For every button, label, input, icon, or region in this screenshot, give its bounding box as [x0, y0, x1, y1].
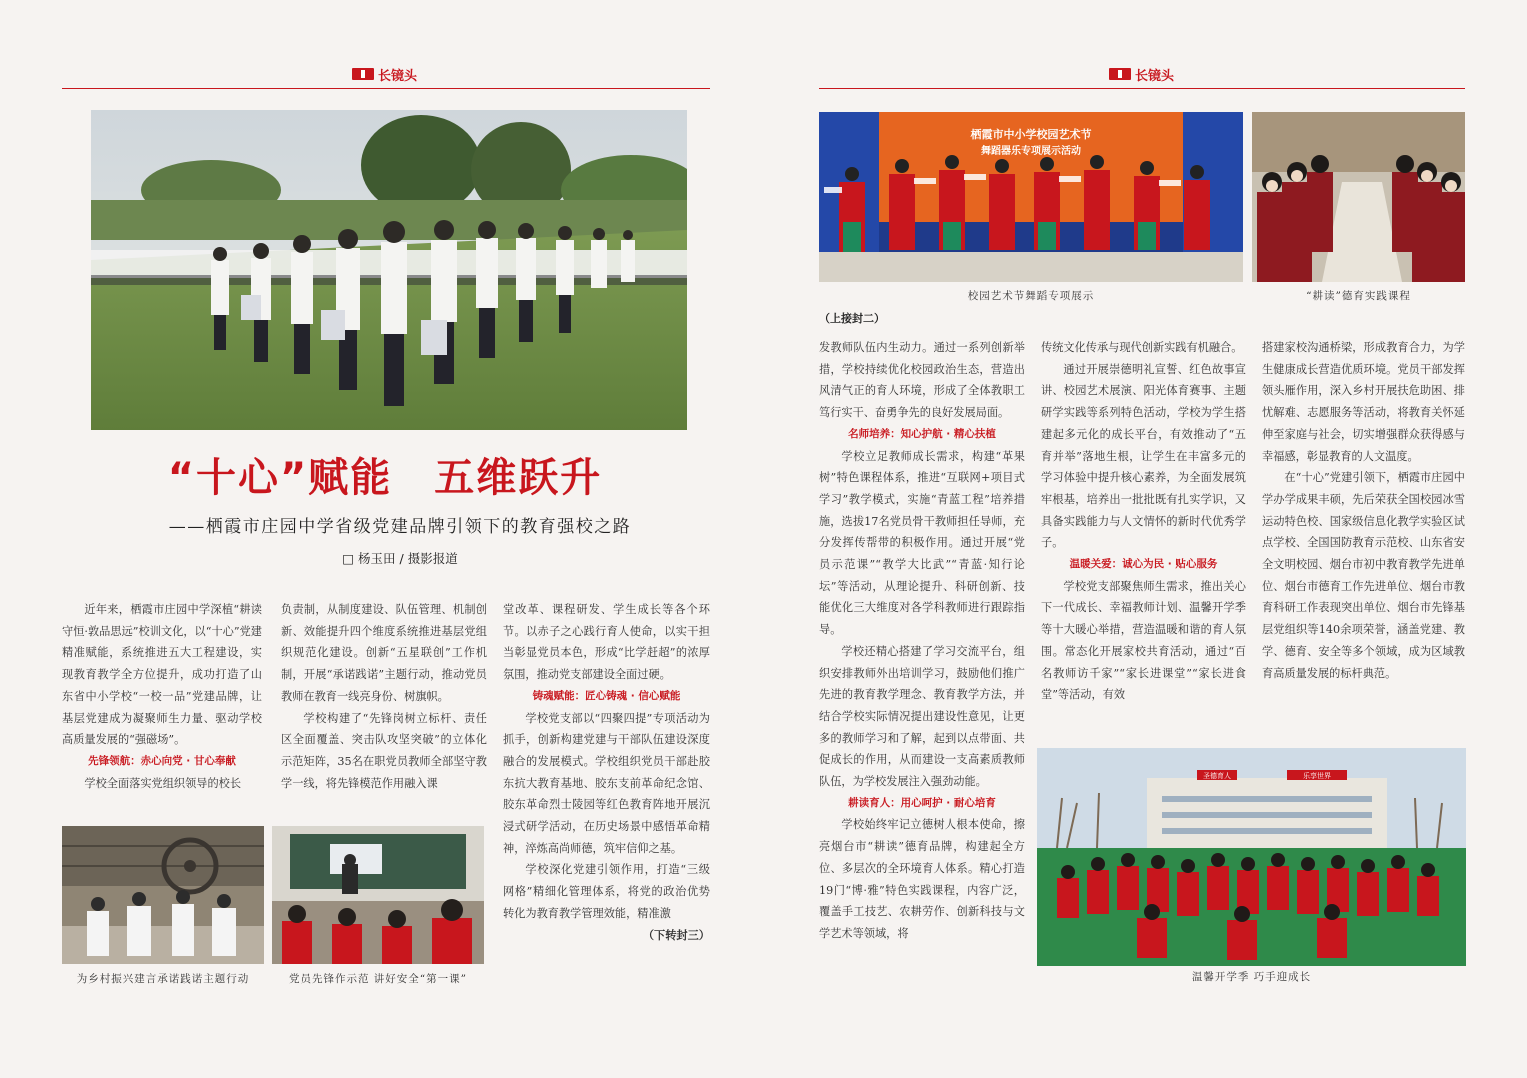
- photo-caption: 为乡村振兴建言承诺践诺主题行动: [76, 973, 250, 985]
- building-sign-1: 圣德育人: [1203, 772, 1231, 780]
- paragraph: 学校始终牢记立德树人根本使命，擦亮烟台市“耕读”德育品牌，构建起全方位、多层次的全环境育人体系。精心打造19门“博·雅”特色实践课程，内容广泛，覆盖手工技艺、农耕劳作、创新科技与文学艺术等领域，将: [819, 818, 1025, 940]
- paragraph: 负责制，从制度建设、队伍管理、机制创新、效能提升四个维度系统推进基层党组织规范化建设。创新“五星联创”工作机制，开展“承诺践诺”主题行动，推动党员教师在教育一线亮身份、树旗帜。: [281, 603, 487, 703]
- section-subheading: 耕读育人：用心呵护 · 耐心培育: [848, 796, 996, 809]
- book-icon: [352, 68, 374, 80]
- paragraph: 学校党支部聚焦师生需求，推出关心下一代成长、幸福教师计划、温馨开学季等十大暖心举措，营造温暖和谐的育人氛围。常态化开展家校共育活动，通过“百名教师访千家”“家长进课堂”“家长进食堂”等活动，有效: [1041, 579, 1246, 702]
- building-sign-2: 乐享世界: [1303, 772, 1331, 780]
- paragraph: 堂改革、课程研发、学生成长等各个环节。以赤子之心践行育人使命，以实干担当彰显党员本色，形成“比学赶超”的浓厚氛围，推动党支部建设全面过硬。: [503, 603, 710, 682]
- paragraph: 学校立足教师成长需求，构建“革果树”特色课程体系，推进“互联网+项目式学习”教学模式，实施“青蓝工程”培养措施，选拔17名党员骨干教师担任导师，充分发挥传帮带的积极作用。通过开展“党员示范课”“教学大比武”“青蓝·知行论坛”等活动，从理论提升、科研创新、技能优化三大维度对各学科教师进行跟踪指导。: [819, 449, 1025, 637]
- students-saluting-photo: [91, 110, 687, 430]
- header-rule: [62, 88, 710, 89]
- photo-caption: 校园艺术节舞蹈专项展示: [967, 290, 1095, 302]
- paragraph: 学校还精心搭建了学习交流平台，组织安排教师外出培训学习，鼓励他们推广先进的教育教学理念、教育教学方法，并结合学校实际情况提出建设性意见，让更多的教师学习和了解，起到以点带面、共促成长的作用，从而建设一支高素质教师队伍，为学校发展注入强劲动能。: [819, 644, 1025, 789]
- left-page: [0, 0, 763, 1078]
- students-handcraft-photo: [1252, 112, 1465, 282]
- photo-caption: 党员先锋作示范 讲好安全“第一课”: [288, 973, 468, 985]
- stage-banner-line-1: 栖霞市中小学校园艺术节: [970, 128, 1092, 141]
- book-icon: [1109, 68, 1131, 80]
- section-header: [1109, 64, 1174, 84]
- stage-banner-line-2: 舞蹈器乐专项展示活动: [981, 146, 1081, 157]
- photo-caption: 温馨开学季 巧手迎成长: [1191, 971, 1312, 983]
- paragraph: 学校全面落实党组织领导的校长: [84, 776, 242, 790]
- right-column-3: [1262, 337, 1465, 684]
- paragraph: 学校党支部以“四聚四提”专项活动为抓手，创新构建党建与干部队伍建设深度融合的发展模式。学校组织党员干部赴胶东抗大教育基地、胶东支前革命纪念馆、胶东革命烈士陵园等红色教育阵地开展沉浸式研学活动，在历史场景中感悟革命精神，淬炼高尚师德，筑牢信仰之基。: [503, 711, 710, 855]
- section-subheading: 温暖关爱：诚心为民 · 贴心服务: [1069, 558, 1218, 571]
- header-rule: [819, 88, 1465, 89]
- article-title: “十心”赋能 五维跃升: [167, 455, 603, 501]
- section-header: [352, 64, 417, 84]
- left-column-3: [503, 599, 710, 946]
- paragraph: 通过开展崇德明礼宣誓、红色故事宣讲、校园艺术展演、阳光体育赛事、主题研学实践等系列特色活动，学校为学生搭建起多元化的成长平台，有效推动了“五育并举”落地生根，让学生在丰富多元的学习体验中提升核心素养，为全面发展筑牢根基，培养出一批批既有扎实学识，又具备实践能力与人文情怀的新时代优秀学子。: [1041, 362, 1246, 550]
- left-column-1: [62, 599, 262, 794]
- right-page: [764, 0, 1527, 1078]
- left-column-2: [281, 599, 487, 794]
- volunteers-outdoor-photo: [62, 826, 264, 964]
- section-label: 长镜头: [1135, 68, 1175, 84]
- paragraph: 近年来，栖霞市庄园中学深植“耕读守恒·敦品思远”校训文化，以“十心”党建精准赋能，系统推进五大工程建设，实现教育教学全方位提升，成功打造了山东省中小学校“一校一品”党建品牌，让基层党建成为凝聚师生力量、驱动学校高质量发展的“强磁场”。: [62, 603, 262, 747]
- students-group-schoolyard-photo: [1037, 748, 1466, 966]
- paragraph: 发教师队伍内生动力。通过一系列创新举措，学校持续优化校园政治生态，营造出风清气正的育人环境，形成了全体教职工笃行实干、奋勇争先的良好发展局面。: [819, 341, 1025, 420]
- right-column-2: [1041, 337, 1246, 706]
- continued-note: （下转封三）: [642, 928, 710, 942]
- section-label: 长镜头: [378, 68, 418, 84]
- classroom-lecture-photo: [272, 826, 484, 964]
- paragraph: 在“十心”党建引领下，栖霞市庄园中学办学成果丰硕，先后荣获全国校园冰雪运动特色校、国家级信息化教学实验区试点学校、全国国防教育示范校、山东省安全文明校园、烟台市初中教育教学先进单位、烟台市德育工作先进单位、烟台市教育科研工作表现突出单位、烟台市先锋基层党组织等140余项荣誉，涵盖党建、教学、德育、安全等多个领域，成为区域教育高质量发展的标杆典范。: [1262, 471, 1465, 680]
- photo-caption: “耕读”德育实践课程: [1306, 290, 1411, 302]
- paragraph: 传统文化传承与现代创新实践有机融合。: [1041, 341, 1243, 354]
- dance-performance-photo: [819, 112, 1243, 282]
- paragraph: 学校深化党建引领作用，打造“三级网格”精细化管理体系，将党的政治优势转化为教育教学管理效能，精准激: [503, 863, 710, 920]
- byline: □ 杨玉田 / 摄影报道: [342, 551, 458, 566]
- continued-note: （上接封二）: [819, 312, 885, 325]
- paragraph: 学校构建了“先锋岗树立标杆、责任区全面覆盖、突击队攻坚突破”的立体化示范矩阵，35名在职党员教师全部坚守教学一线，将先锋模范作用融入课: [281, 711, 487, 790]
- right-column-1: [819, 337, 1025, 945]
- section-subheading: 铸魂赋能：匠心铸魂 · 信心赋能: [532, 689, 681, 702]
- section-subheading: 先锋领航：赤心向党 · 甘心奉献: [88, 754, 236, 767]
- article-subtitle: ——栖霞市庄园中学省级党建品牌引领下的教育强校之路: [168, 517, 632, 537]
- paragraph: 搭建家校沟通桥梁，形成教育合力，为学生健康成长营造优质环境。党员干部发挥领头雁作用，深入乡村开展扶危助困、排忧解难、志愿服务等活动，将教育关怀延伸至家庭与社会，切实增强群众获得感与幸福感，彰显教育的人文温度。: [1262, 341, 1465, 463]
- section-subheading: 名师培养：知心护航 · 精心扶植: [848, 427, 996, 440]
